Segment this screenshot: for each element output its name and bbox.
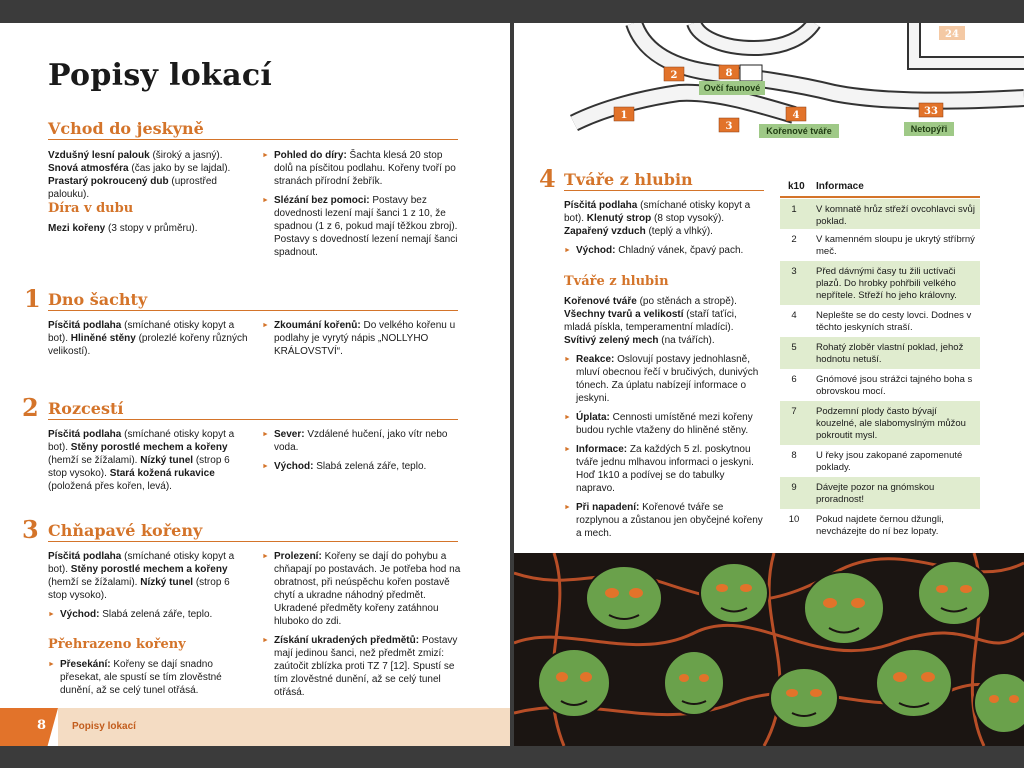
section-shaft-desc: Písčitá podlaha (smíchané otisky kopyt a bot). Hliněné stěny (prolezlé kořeny různých velikostí).	[48, 320, 248, 357]
section-roots-desc: Písčitá podlaha (smíchané otisky kopyt a bot). Stěny porostlé mechem a kořeny (hemží se žížalami). Nízký tunel (strop 6 stop vysoko).	[48, 551, 235, 601]
left-page	[0, 23, 510, 746]
section-rule	[564, 190, 764, 191]
subsection-title-hole: Díra v dubu	[48, 201, 134, 216]
section-title-crossroads: Rozcestí	[48, 399, 124, 418]
map-number: 2	[670, 70, 678, 81]
section-number-4: 4	[539, 164, 556, 193]
section-number-2: 2	[22, 393, 39, 422]
section-title-shaft: Dno šachty	[48, 290, 148, 309]
table-row: 8 U řeky jsou zakopané zapomenuté poklady.	[791, 450, 963, 473]
table-row: 1 V komnatě hrůz střeží ovcohlavci svůj poklad.	[780, 199, 980, 229]
map-label: Kořenové tváře	[766, 126, 832, 136]
list-item: ► Zkoumání kořenů: Do velkého kořenu u podlahy je vyrytý nápis „NOLLYHO KRÁLOVSTVÍ“.	[262, 319, 462, 358]
subsection-title-faces: Tváře z hlubin	[564, 274, 669, 289]
section-number-1: 1	[24, 284, 41, 313]
section-crossroads-rules	[262, 428, 462, 479]
section-roots-exit	[48, 608, 248, 627]
section-shaft-rules	[262, 319, 462, 364]
section-crossroads-desc: Písčitá podlaha (smíchané otisky kopyt a bot). Stěny porostlé mechem a kořeny (hemží se žížalami). Nízký tunel (strop 6 stop vysoko). Stará kožená rukavice (položená přes kořen, levá).	[48, 429, 235, 492]
list-item: ► Úplata: Cennosti umístěné mezi kořeny budou rychle vtaženy do hliněné stěny.	[564, 411, 764, 437]
table-row: 7 Podzemní plody často bývají kouzelné, ale slabomyslným můžou pokroutit mysl.	[780, 401, 980, 445]
map-number: 3	[725, 121, 733, 132]
list-item: ► Slézání bez pomoci: Postavy bez dovednosti lezení mají šanci 1 z 10, že spadnou (1 z 6, pokud mají těžkou zbroj). Postavy s dovedností lezení nemají šanci spadnout.	[262, 194, 462, 259]
list-item: ► Prolezení: Kořeny se dají do pohybu a chňapají po postavách. Je potřeba hod na obratnost, při neúspěchu kořen postavě chytí a ukradne náhodný předmět. Ukradené předměty kořeny zatáhnou hluboko do zdi.	[262, 550, 462, 628]
subsection-faces-desc: Kořenové tváře (po stěnách a stropě). Všechny tvarů a velikostí (staří taťíci, mladá pískla, temperamentní mladíci). Svítivý zelený mech (na tvářích).	[564, 296, 737, 346]
list-item: ► Reakce: Oslovují postavy jednohlasně, mluví obecnou řečí v bručivých, dunivých tónech. Za úplatu nabízejí informace o jeskyni.	[564, 353, 764, 405]
list-item: ► Získání ukradených předmětů: Postavy mají jedinou šanci, než předmět zmizí: zaútočit zblízka proti TZ 7 [12]. Spustí se tím zlověstné dunění, až se celý tunel otřásá.	[262, 634, 462, 699]
section-title-snapping-roots: Chňapavé kořeny	[48, 521, 203, 540]
footer-label: Popisy lokací	[72, 721, 136, 732]
section-number-3: 3	[22, 515, 39, 544]
section-title-entrance: Vchod do jeskyně	[48, 119, 204, 138]
table-row: 2 V kamenném sloupu je ukrytý stříbrný meč.	[791, 234, 975, 257]
table-row: 4 Neplešte se do cesty lovci. Dodnes v těchto jeskyních straší.	[791, 310, 972, 333]
root-faces-illustration	[514, 553, 1024, 746]
map-label: Netopýři	[910, 124, 948, 134]
section-entrance-rules	[262, 149, 462, 265]
table-row: 5 Rohatý zloběr vlastní poklad, jehož hodnotu netuší.	[780, 337, 980, 369]
table-header-roll: k10	[788, 181, 805, 192]
section-entrance-desc: Vzdušný lesní palouk (široký a jasný). Snová atmosféra (čas jako by se lajdal). Prastarý pokroucený dub (uprostřed palouku).	[48, 150, 231, 200]
section-faces-desc: Písčitá podlaha (smíchané otisky kopyt a bot). Klenutý strop (8 stop vysoký). Zapařený vzduch (teplý a vlhký).	[564, 200, 751, 237]
table-header-info: Informace	[816, 181, 864, 192]
section-rule	[48, 541, 458, 542]
map-number: 8	[725, 68, 733, 79]
page-number: 8	[37, 718, 47, 733]
section-roots-rules	[262, 550, 462, 705]
section-faces-exit	[564, 244, 764, 263]
right-page	[514, 23, 1024, 746]
section-rule	[48, 310, 458, 311]
faces-artwork	[514, 553, 1024, 746]
list-item: ► Východ: Slabá zelená záře, teplo.	[262, 460, 462, 473]
map-number: 24	[945, 29, 959, 40]
footer-page-tab	[0, 708, 58, 746]
map-number: 1	[620, 110, 628, 121]
list-item: ► Východ: Slabá zelená záře, teplo.	[48, 608, 248, 621]
subsection-blocked-desc	[48, 658, 248, 703]
table-row: 9 Dávejte pozor na gnómskou proradnost!	[780, 477, 980, 509]
list-item: ► Východ: Chladný vánek, čpavý pach.	[564, 244, 764, 257]
page-title: Popisy lokací	[48, 58, 273, 93]
cave-map	[514, 23, 1024, 153]
list-item: ► Přesekání: Kořeny se dají snadno přesekat, ale spustí se tím zlověstné dunění, až se celý tunel otřásá.	[48, 658, 248, 697]
list-item: ► Při napadení: Kořenové tváře se rozplynou a zůstanou jen obyčejné kořeny a mech.	[564, 501, 764, 540]
list-item: ► Pohled do díry: Šachta klesá 20 stop dolů na písčitou podlahu. Kořeny tvoří po stranách přírodní žebřík.	[262, 149, 462, 188]
subsection-hole-desc: Mezi kořeny (3 stopy v průměru).	[48, 223, 198, 234]
map-label: Ovčí faunové	[703, 83, 761, 93]
table-row: 3 Před dávnými časy tu žili uctívači plazů. Do hrobky pohřbili velkého nepřítele. Střeží ho jeho královny.	[780, 261, 980, 305]
table-row: 6 Gnómové jsou strážci tajného boha s obrovskou mocí.	[791, 374, 973, 397]
section-title-faces: Tváře z hlubin	[564, 170, 693, 189]
info-table-header	[780, 178, 980, 198]
subsection-title-blocked: Přehrazeno kořeny	[48, 637, 186, 652]
list-item: ► Informace: Za každých 5 zl. poskytnou tváře jednu mlhavou informaci o jeskyni. Hoď 1k10 a podívej se do tabulky napravo.	[564, 443, 764, 495]
map-number: 33	[924, 106, 938, 117]
list-item: ► Sever: Vzdálené hučení, jako vítr nebo voda.	[262, 428, 462, 454]
map-number: 4	[792, 110, 800, 121]
section-rule	[48, 139, 458, 140]
section-rule	[48, 419, 458, 420]
subsection-faces-rules	[564, 353, 764, 546]
table-row: 10 Pokud najdete černou džungli, nevcházejte do ní bez lopaty.	[788, 514, 944, 537]
